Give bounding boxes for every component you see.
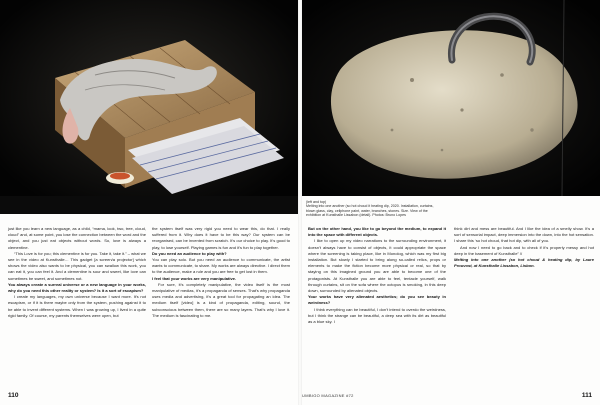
photo-right-illustration: [302, 0, 600, 196]
credit-line: Melting into one another (so hot choud & heating dip, by Laure Prouvost, at Kunsthalle Lissabon, Lisbon.: [454, 257, 594, 269]
interview-question: Do you need an audience to play with?: [152, 250, 227, 256]
body-paragraph: I create my languages, my own universe because I want more. It’s not escapism, or if it is there maybe only from the system, pushing against it to be able to invent different systems. When I was growing up, I lived in a quite rigid family. Of course, my parents themselves were open, but: [8, 294, 146, 318]
page-number-right: 111: [581, 392, 592, 399]
interview-question: But on the other hand, you like to go beyond the medium, to expand it into the space with different objects.: [308, 226, 446, 238]
interview-question: I feel that your works are very manipulative.: [152, 275, 237, 281]
installation-photo-left: [0, 0, 298, 214]
caption-line: blown glass, clay, cellphone paint, water, branches, stones. Size. View of the: [306, 208, 428, 213]
caption-line: exhibition at Kunsthalle Lissabon (detail). Photos: Bruno Lopes: [306, 213, 406, 218]
body-paragraph: just like you learn a new language, as a child, “mama, look, two, tree, cloud, cloud” and, at some point, you lose the connection between the word and the object, and you just eat objects without words. So, love is always a clementine.: [8, 226, 146, 250]
interview-question: Your works have very alienated aesthetics; do you see beauty in weirdness?: [308, 294, 446, 306]
page-gutter: [298, 0, 302, 405]
running-footer: UMBIGO MAGAZINE #72: [302, 393, 354, 398]
photo-left-illustration: [0, 0, 298, 214]
caption-line: (left and top): [306, 200, 327, 204]
text-column-2: [152, 226, 290, 319]
text-column-4: [454, 226, 594, 269]
caption-line: Melting into one another (so hot choud it heating dip, 2020. Installation, curtains,: [306, 204, 434, 209]
page-number-left: 110: [8, 392, 19, 399]
body-paragraph: the system itself was very rigid you need to wear this, do that. I really suffered from it. Why does it have to be this way? Our system can be reorganised, can be invented from scratch. It’s our choice to play. It’s good to play, to lose yourself. Playing games is fun and it’s fun to play together.: [152, 226, 290, 250]
body-paragraph: think dirt and mess are beautiful. And I like the idea of a smelly show. It’s a sort of sensorial impact, deep immersion into the down, into the hot sensation. I share this ‘so hot choud, that hot dip, with all of you.: [454, 226, 594, 244]
body-paragraph: I like to open up my video narrations to the surrounding environment, it doesn’t always have to consist of objects, it could appropriate the space where the screening is taking place, like in Monolog, which was my first big installation. But slowly I started to bring along so-called relics, props or elements to make the fiction become more physical or real, so that by staying on this imagined ground you are able to become one of the protagonists. At Kunsthalle you are able to feel, tentacle yourself, walk through curtains, sit on the sofa where the octopus is smoking, in this deep down, surrounded by alienated objects.: [308, 238, 446, 294]
text-column-3: [308, 226, 446, 325]
body-paragraph: For sure, it’s completely manipulative, the video itself is the most manipulative of medias, it’s a propaganda of senses. That’s why propaganda uses media and advertising, it’s a great tool for propagating an idea. The medium itself [video] is a kind of propaganda, editing, sound, the subconscious between them, there are so many layers. That’s why I love it. The medium is fascinating to me.: [152, 281, 290, 318]
body-paragraph: You can play solo. But you need an audience to communicate, the artist wants to communicate, to share. My works are always directive. I direct them to the audience, make a rule and you are free to get lost in them.: [152, 257, 290, 275]
installation-photo-right: [302, 0, 600, 196]
body-paragraph: I think everything can be beautiful, I don’t intend to overdo the weirdness, but I think the strange can be beautiful, a deep sea with its dirt as beautiful as a blue sky. I: [308, 306, 446, 325]
photo-caption: [306, 200, 502, 218]
interview-question: You always create a surreal universe or a new language in your works, why do you need this other reality or system? Is it a sort of escapism?: [8, 281, 146, 294]
text-column-1: [8, 226, 146, 319]
body-paragraph: “This Love is for you; this clementine is for you. Take it, take it.” – what we see in the video at Kunsthalle… This gadget [a screen/a projector] which shows the video also wants to be physical, you can swallow this work, you can eat it, you can feel it. And a clementine is sour and sweet, like love can sometimes be sweet, and sometimes not.: [8, 250, 146, 281]
body-paragraph: And now I need to go back and to check if it’s properly messy and hot deep in the basement of Kunsthalle” //: [454, 244, 594, 256]
